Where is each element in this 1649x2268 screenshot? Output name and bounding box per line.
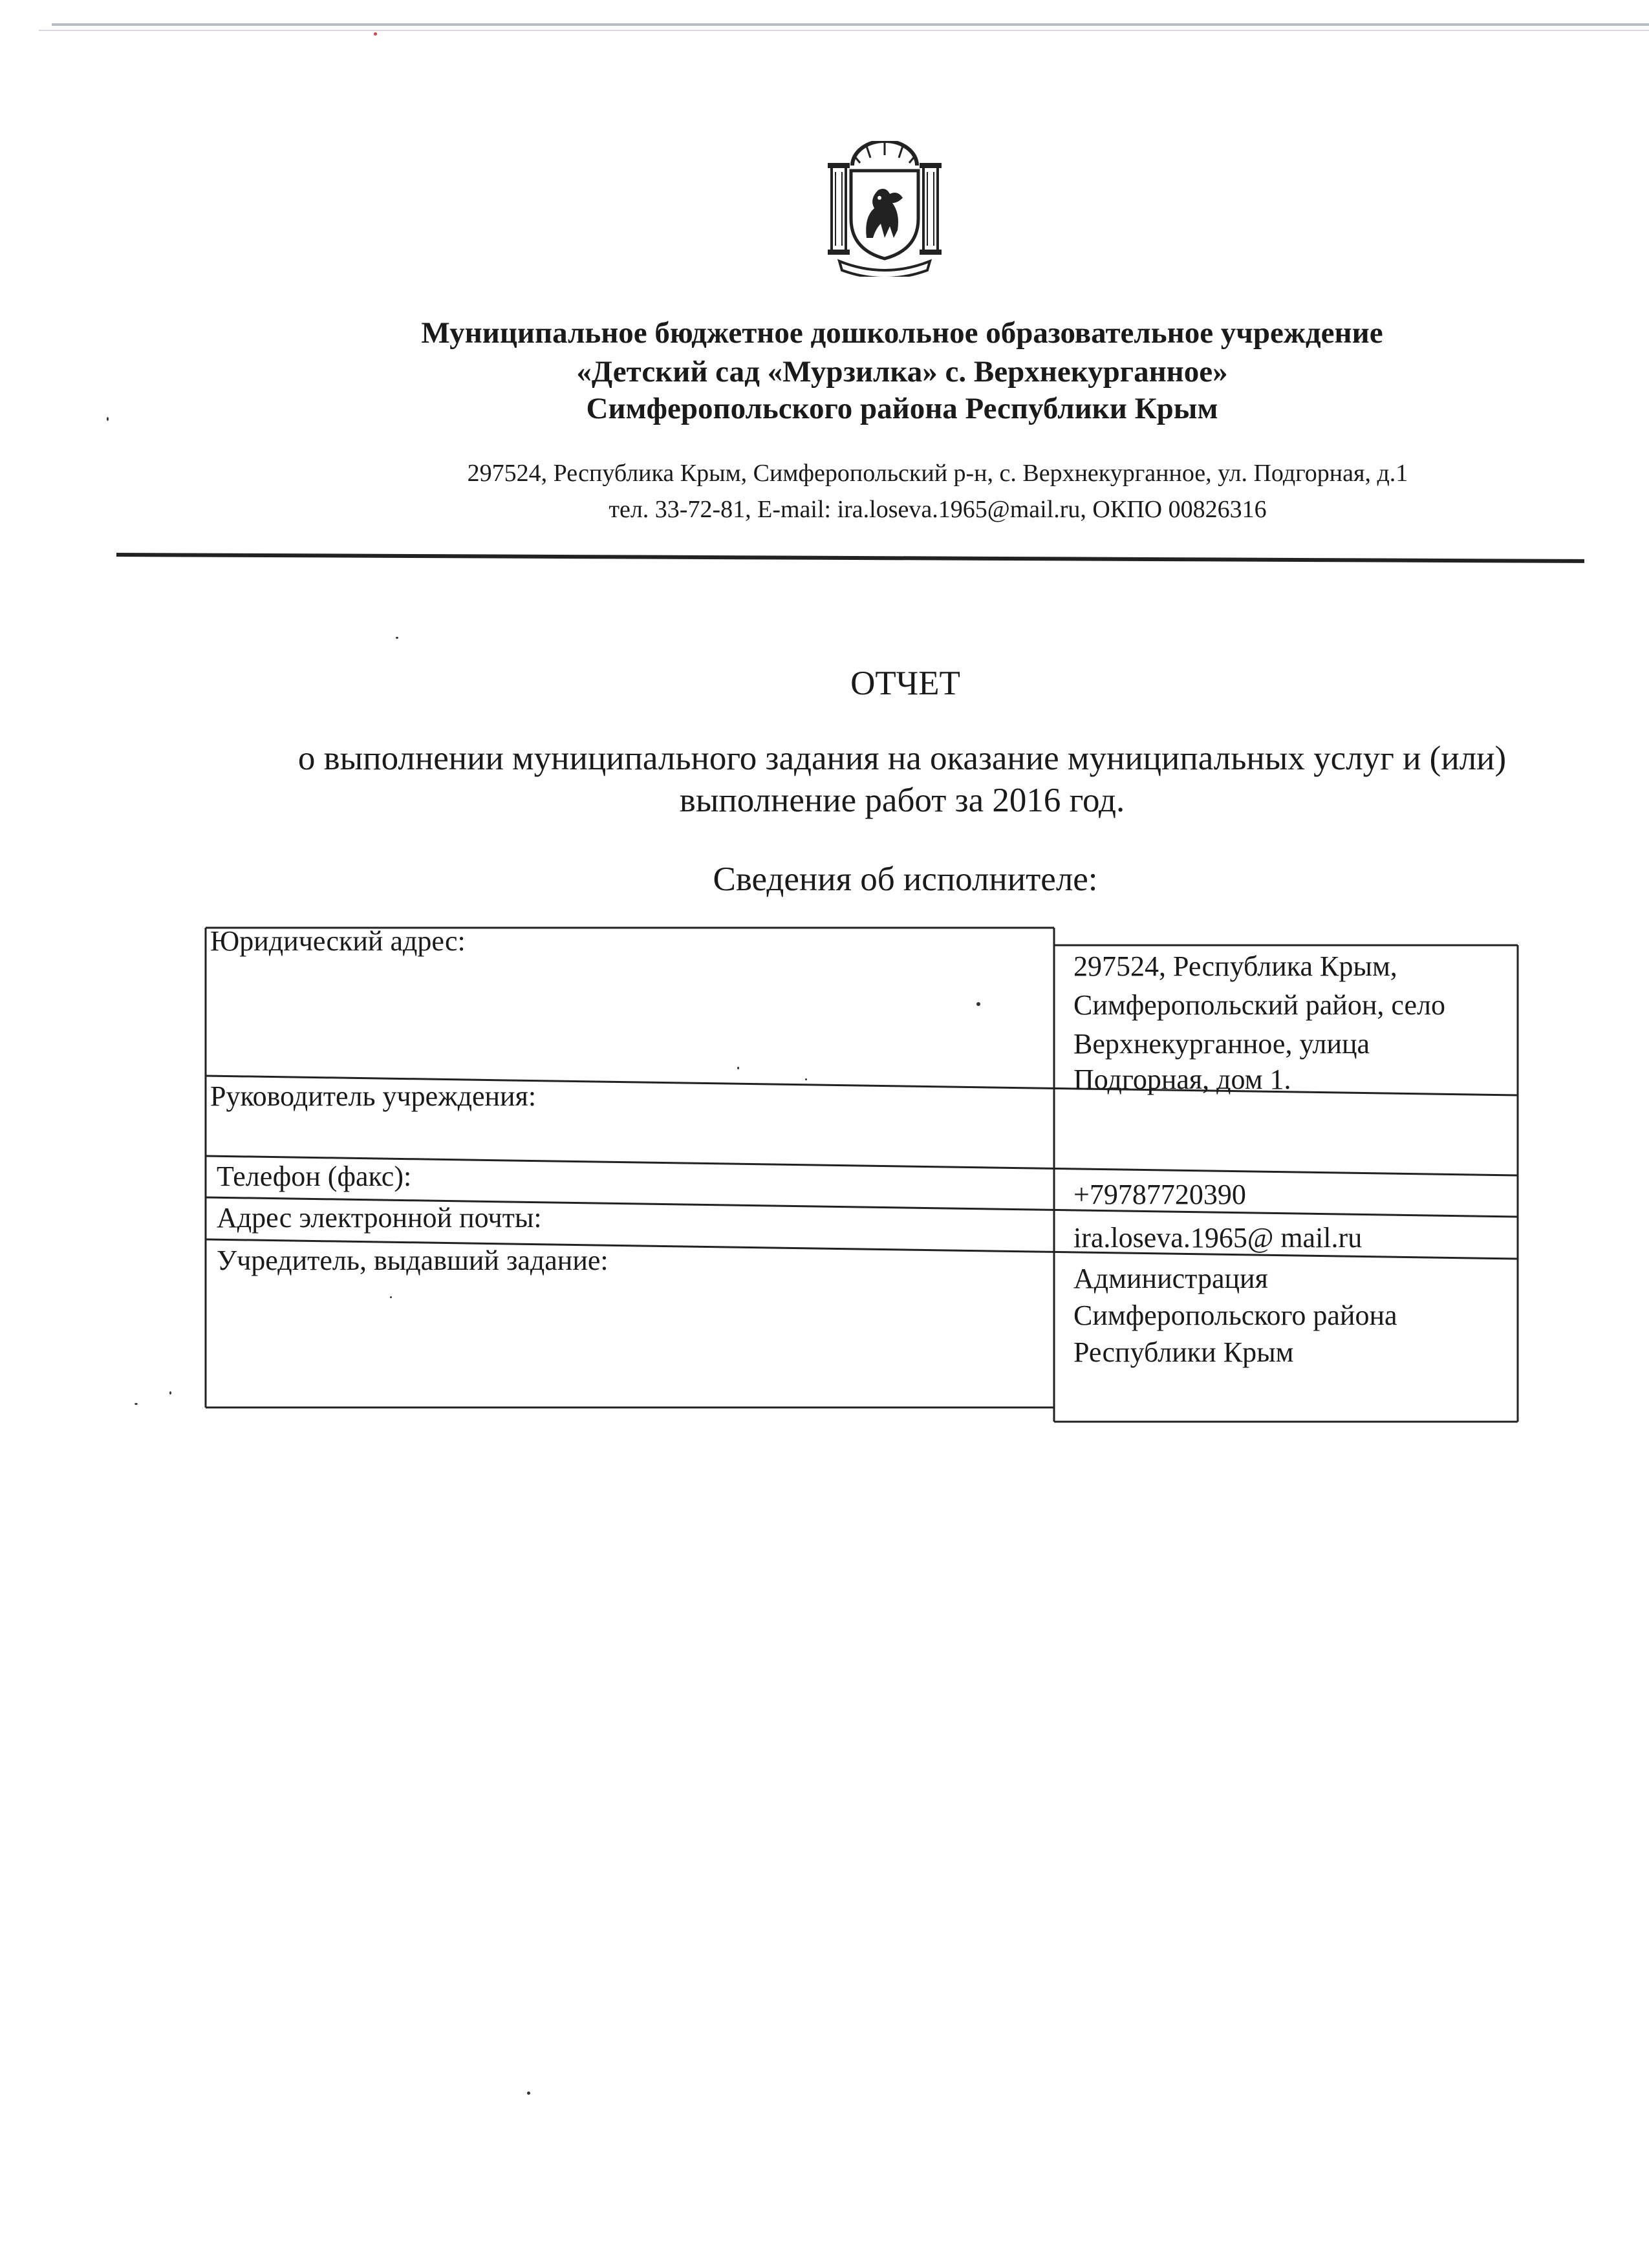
table-value-founder-line-3: Республики Крым bbox=[1073, 1336, 1294, 1368]
crimea-coat-of-arms-icon bbox=[826, 141, 943, 277]
table-label-email: Адрес электронной почты: bbox=[217, 1202, 542, 1234]
table-label-legal-address: Юридический адрес: bbox=[210, 925, 466, 957]
table-value-legal-address-line-4: Подгорная, дом 1. bbox=[1073, 1064, 1291, 1095]
scan-speck bbox=[390, 1296, 392, 1298]
executor-info-table bbox=[204, 926, 1520, 1424]
table-value-legal-address-line-1: 297524, Республика Крым, bbox=[1073, 950, 1397, 982]
scan-speck bbox=[135, 1403, 138, 1405]
scan-speck bbox=[169, 1391, 171, 1395]
section-title-executor-info: Сведения об исполнителе: bbox=[713, 861, 1098, 898]
scan-edge-line bbox=[52, 23, 1649, 26]
organization-contacts: тел. 33-72-81, E-mail: ira.loseva.1965@mail.ru, ОКПО 00826316 bbox=[609, 496, 1267, 523]
organization-address: 297524, Республика Крым, Симферопольский р-н, с. Верхнекурганное, ул. Подгорная, д.1 bbox=[467, 460, 1408, 487]
table-label-founder: Учредитель, выдавший задание: bbox=[217, 1245, 609, 1276]
scan-speck bbox=[976, 1002, 980, 1006]
report-subtitle-line-2: выполнение работ за 2016 год. bbox=[679, 782, 1125, 819]
report-subtitle-line-1: о выполнении муниципального задания на оказание муниципальных услуг и (или) bbox=[297, 740, 1507, 777]
organization-name-line-3: Симферопольского района Республики Крым bbox=[586, 392, 1218, 425]
table-label-phone: Телефон (факс): bbox=[217, 1161, 412, 1192]
scan-speck bbox=[805, 1078, 807, 1080]
header-divider bbox=[116, 553, 1584, 563]
scan-speck bbox=[107, 417, 109, 421]
table-value-founder-line-2: Симферопольского района bbox=[1073, 1300, 1397, 1331]
scan-speck bbox=[737, 1067, 739, 1069]
report-title: ОТЧЕТ bbox=[850, 665, 960, 702]
organization-name-line-1: Муниципальное бюджетное дошкольное образовательное учреждение bbox=[421, 316, 1383, 350]
table-label-director: Руководитель учреждения: bbox=[210, 1080, 537, 1112]
scan-speck bbox=[396, 637, 398, 639]
scan-speck bbox=[374, 32, 377, 36]
table-value-legal-address-line-2: Симферопольский район, село bbox=[1073, 989, 1445, 1021]
table-value-founder-line-1: Администрация bbox=[1073, 1263, 1268, 1294]
scan-speck bbox=[527, 2091, 530, 2095]
scan-edge-line-secondary bbox=[39, 30, 1649, 31]
table-value-phone: +79787720390 bbox=[1073, 1179, 1246, 1210]
table-value-legal-address-line-3: Верхнекурганное, улица bbox=[1073, 1028, 1370, 1060]
organization-name-line-2: «Детский сад «Мурзилка» с. Верхнекурганное» bbox=[576, 355, 1228, 389]
table-value-email: ira.loseva.1965@ mail.ru bbox=[1073, 1222, 1363, 1254]
